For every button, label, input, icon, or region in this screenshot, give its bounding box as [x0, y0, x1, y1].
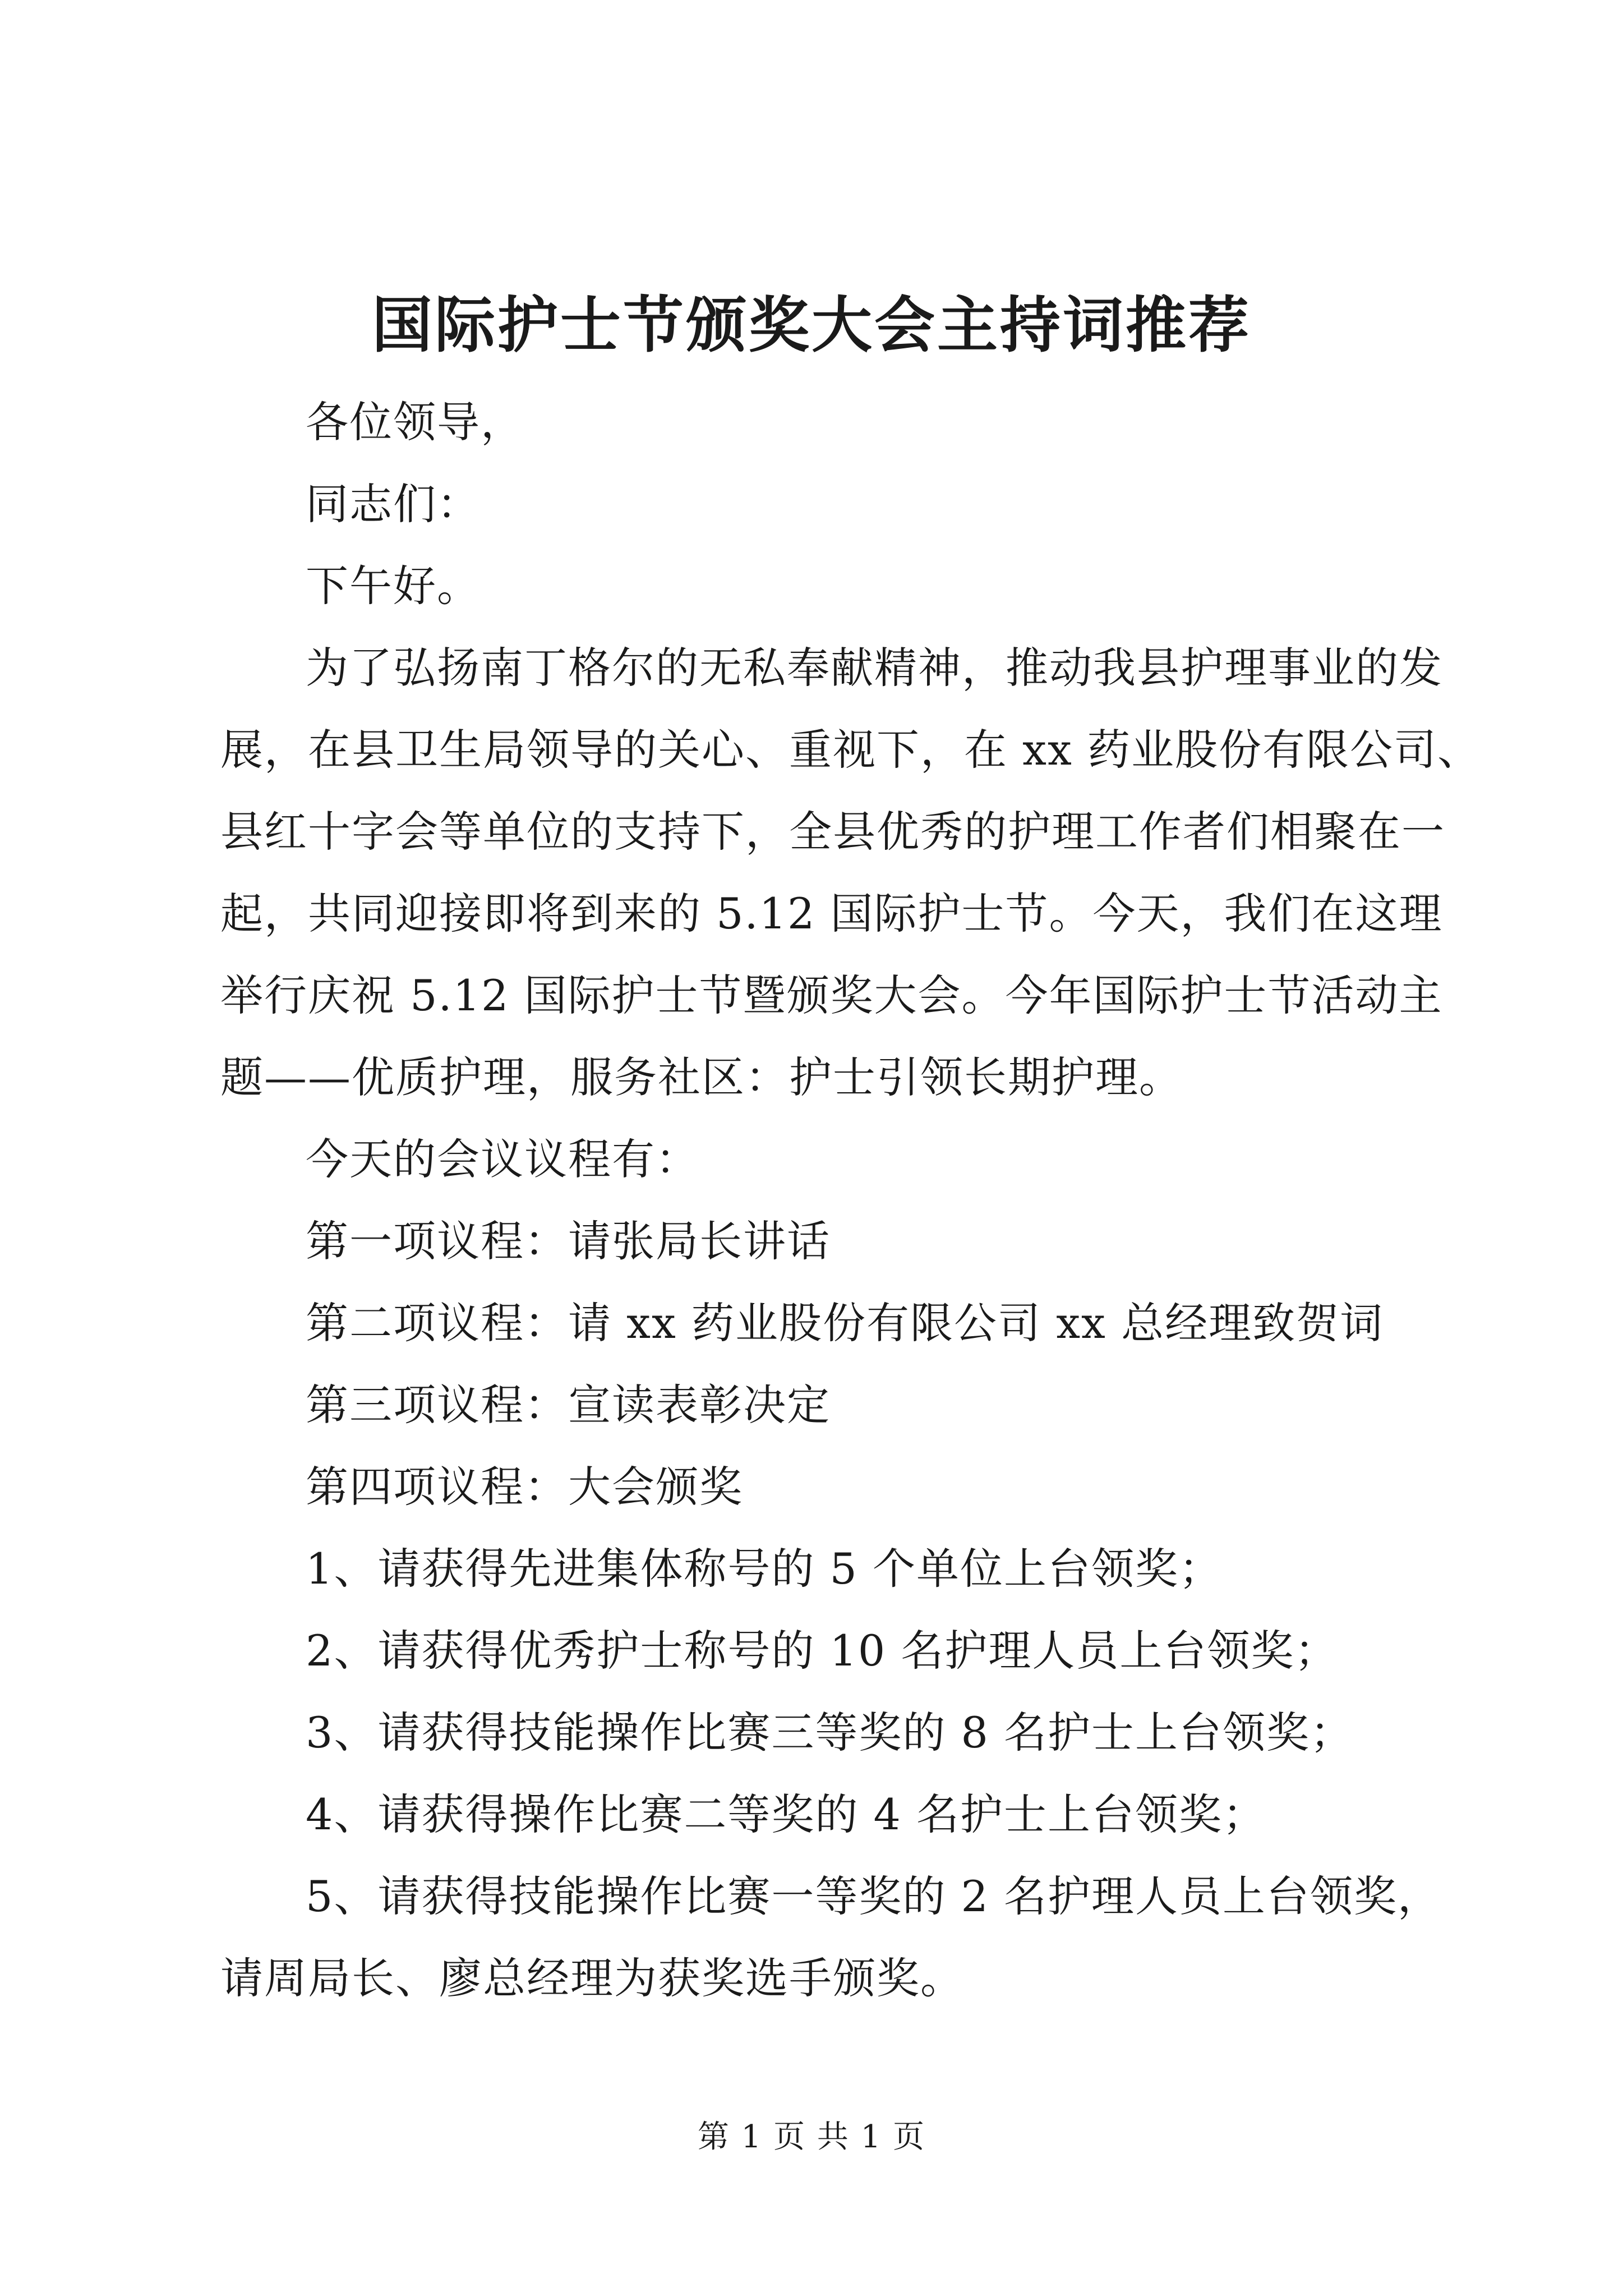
award-item: 3、请获得技能操作比赛三等奖的 8 名护士上台领奖；: [306, 1708, 1354, 1757]
award-item: 5、请获得技能操作比赛一等奖的 2 名护理人员上台领奖，: [306, 1871, 1442, 1921]
intro-paragraph-line: 为了弘扬南丁格尔的无私奉献精神，推动我县护理事业的发: [306, 643, 1443, 693]
agenda-item: 第二项议程：请 xx 药业股份有限公司 xx 总经理致贺词: [306, 1298, 1384, 1348]
document-title: 国际护士节颁奖大会主持词推荐: [371, 290, 1251, 361]
greeting-line: 下午好。: [306, 561, 481, 611]
intro-paragraph-line: 起，共同迎接即将到来的 5.12 国际护士节。今天，我们在这理: [220, 889, 1443, 938]
greeting-line: 各位领导，: [306, 397, 524, 447]
intro-paragraph-line: 举行庆祝 5.12 国际护士节暨颁奖大会。今年国际护士节活动主: [220, 970, 1443, 1020]
greeting-line: 同志们：: [306, 479, 481, 529]
intro-paragraph-line: 展，在县卫生局领导的关心、重视下，在 xx 药业股份有限公司、: [220, 725, 1482, 775]
page-number-footer: 第 1 页 共 1 页: [697, 2119, 926, 2155]
agenda-item: 第三项议程：宣读表彰决定: [306, 1380, 831, 1430]
intro-paragraph-line: 县红十字会等单位的支持下，全县优秀的护理工作者们相聚在一: [220, 807, 1445, 857]
intro-paragraph-line: 题——优质护理，服务社区：护士引领长期护理。: [220, 1052, 1183, 1102]
award-item: 2、请获得优秀护士称号的 10 名护理人员上台领奖；: [306, 1626, 1339, 1676]
award-item: 4、请获得操作比赛二等奖的 4 名护士上台领奖；: [306, 1789, 1267, 1839]
agenda-item: 第一项议程：请张局长讲话: [306, 1216, 831, 1266]
agenda-item: 第四项议程：大会颁奖: [306, 1462, 743, 1512]
document-body: [220, 381, 1482, 2019]
award-item-continuation: 请周局长、廖总经理为获奖选手颁奖。: [220, 1953, 964, 2003]
agenda-intro: 今天的会议议程有：: [306, 1134, 699, 1184]
award-item: 1、请获得先进集体称号的 5 个单位上台领奖；: [306, 1544, 1223, 1594]
